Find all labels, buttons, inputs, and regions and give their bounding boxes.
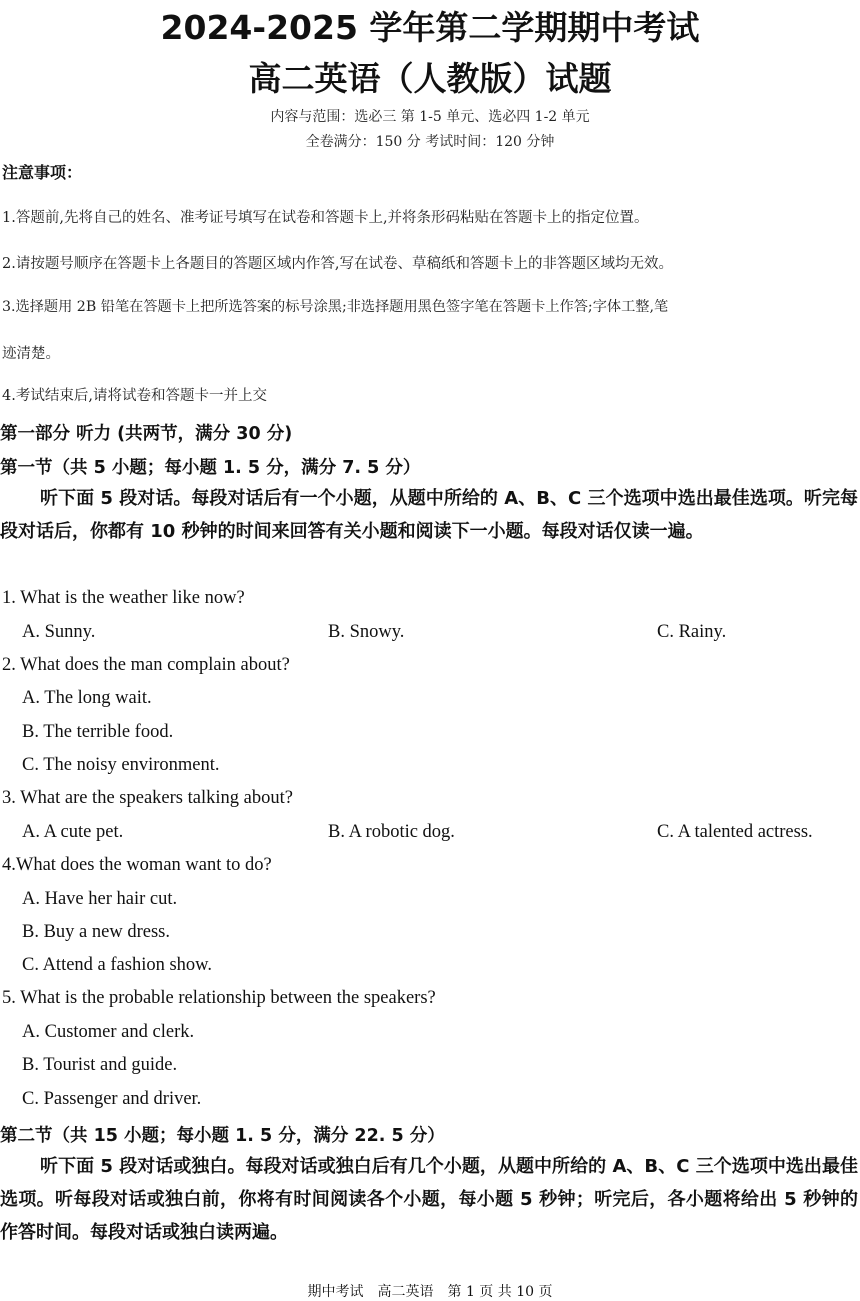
question-5-option-c: C. Passenger and driver. <box>22 1089 202 1109</box>
notes-heading: 注意事项： <box>2 163 83 182</box>
section2-title: 第二节（共 15 小题；每小题 1. 5 分，满分 22. 5 分） <box>0 1126 445 1146</box>
question-3-option-a: A. A cute pet. <box>22 822 124 842</box>
note-item: 4.考试结束后,请将试卷和答题卡一并上交 <box>2 388 267 404</box>
question-5-option-b: B. Tourist and guide. <box>22 1055 178 1075</box>
note-item: 3.选择题用 2B 铅笔在答题卡上把所选答案的标号涂黑;非选择题用黑色签字笔在答题卡上作答;字体工整,笔 <box>2 299 669 315</box>
section1-instruction: 听下面 5 段对话。每段对话后有一个小题，从题中所给的 A、B、C 三个选项中选出最佳选项。听完每段对话后，你都有 10 秒钟的时间来回答有关小题和阅读下一小题。每段对话仅读一遍。 <box>0 488 858 542</box>
note-item: 1.答题前,先将自己的姓名、准考证号填写在试卷和答题卡上,并将条形码粘贴在答题卡上的指定位置。 <box>2 210 649 226</box>
note-item: 迹清楚。 <box>2 346 60 362</box>
section1-title: 第一节（共 5 小题；每小题 1. 5 分，满分 7. 5 分） <box>0 458 421 478</box>
question-1-stem: 1. What is the weather like now? <box>2 588 245 608</box>
question-5-stem: 5. What is the probable relationship between the speakers? <box>2 988 436 1008</box>
question-1-option-c: C. Rainy. <box>657 622 727 642</box>
question-4-stem: 4.What does the woman want to do? <box>2 855 272 875</box>
question-3-stem: 3. What are the speakers talking about? <box>2 788 293 808</box>
page-footer: 期中考试 高二英语 第 1 页 共 10 页 <box>307 1284 553 1300</box>
question-4-option-a: A. Have her hair cut. <box>22 889 178 909</box>
part1-title: 第一部分 听力 (共两节，满分 30 分) <box>0 424 293 444</box>
question-3-option-b: B. A robotic dog. <box>328 822 455 842</box>
question-2-option-c: C. The noisy environment. <box>22 755 220 775</box>
exam-title: 2024-2025 学年第二学期期中考试 <box>160 8 700 47</box>
question-2-stem: 2. What does the man complain about? <box>2 655 290 675</box>
question-5-option-a: A. Customer and clerk. <box>22 1022 195 1042</box>
section2-instruction: 听下面 5 段对话或独白。每段对话或独白后有几个小题，从题中所给的 A、B、C 三个选项中选出最佳选项。听每段对话或独白前，你将有时间阅读各个小题，每小题 5 秒钟；听完后，各小题将给出 5 秒钟的作答时间。每段对话或独白读两遍。 <box>0 1156 858 1243</box>
question-4-option-b: B. Buy a new dress. <box>22 922 170 942</box>
question-3-option-c: C. A talented actress. <box>657 822 813 842</box>
note-item: 2.请按题号顺序在答题卡上各题目的答题区域内作答,写在试卷、草稿纸和答题卡上的非答题区域均无效。 <box>2 256 673 272</box>
question-1-option-a: A. Sunny. <box>22 622 96 642</box>
question-2-option-a: A. The long wait. <box>22 688 152 708</box>
exam-scope: 内容与范围：选必三 第 1-5 单元、选必四 1-2 单元 <box>270 109 590 125</box>
question-4-option-c: C. Attend a fashion show. <box>22 955 212 975</box>
exam-subtitle: 高二英语（人教版）试题 <box>248 59 612 98</box>
exam-score-time: 全卷满分：150 分 考试时间：120 分钟 <box>305 134 555 150</box>
question-2-option-b: B. The terrible food. <box>22 722 174 742</box>
question-1-option-b: B. Snowy. <box>328 622 405 642</box>
